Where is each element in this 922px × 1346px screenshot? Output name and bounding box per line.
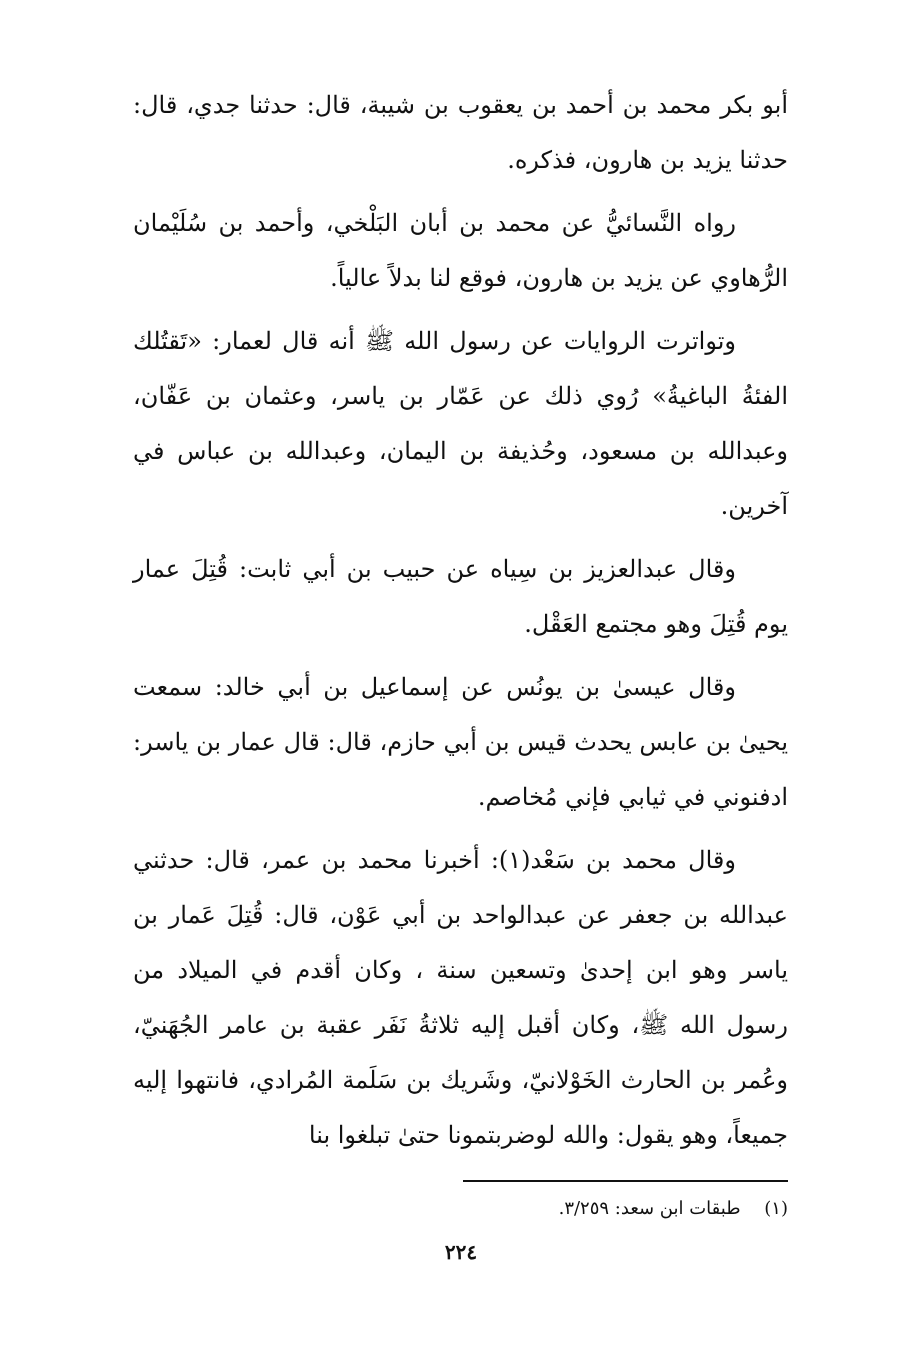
paragraph-6: وقال محمد بن سَعْد(١): أخبرنا محمد بن عمر، قال: حدثني عبدالله بن جعفر عن عبدالواحد بن أبي عَوْن، قال: قُتِلَ عَمار بن ياسر وهو ابن إحدىٰ وتسعين سنة ، وكان أقدم في الميلاد من رسول الله ﷺ، وكان أقبل إليه ثلاثةُ نَفَر عقبة بن عامر الجُهَنيّ، وعُمر بن الحارث الخَوْلانيّ، وشَريك بن سَلَمة المُرادي، فانتهوا إليه جميعاً، وهو يقول: والله لوضربتمونا حتىٰ تبلغوا بنا	[133, 846, 788, 1149]
paragraph-5: وقال عيسىٰ بن يونُس عن إسماعيل بن أبي خالد: سمعت يحيىٰ بن عابس يحدث قيس بن أبي حازم، قال: قال عمار بن ياسر: ادفنوني في ثيابي فإني مُخاصم.	[133, 673, 788, 811]
paragraph-2: رواه النَّسائيُّ عن محمد بن أبان البَلْخي، وأحمد بن سُلَيْمان الرُّهاوي عن يزيد بن هارون، فوقع لنا بدلاً عالياً.	[133, 209, 788, 292]
paragraph-4: وقال عبدالعزيز بن سِياه عن حبيب بن أبي ثابت: قُتِلَ عمار يوم قُتِلَ وهو مجتمع العَقْل.	[133, 555, 788, 638]
paragraph-3: وتواترت الروايات عن رسول الله ﷺ أنه قال لعمار: «تَقتُلك الفئةُ الباغيةُ» رُوي ذلك عن عَمّار بن ياسر، وعثمان بن عَفّان، وعبدالله بن مسعود، وحُذيفة بن اليمان، وعبدالله بن عباس في آخرين.	[133, 327, 788, 520]
footnote-text: طبقات ابن سعد: ٣/٢٥٩.	[558, 1198, 741, 1219]
paragraph-1: أبو بكر محمد بن أحمد بن يعقوب بن شيبة، قال: حدثنا جدي، قال: حدثنا يزيد بن هارون، فذكره.	[133, 91, 788, 174]
footnote-divider	[463, 1180, 788, 1182]
main-text	[133, 78, 788, 1171]
footnote	[133, 1195, 788, 1223]
footnote-number: (١)	[764, 1198, 788, 1219]
page-number: ٢٢٤	[444, 1240, 478, 1264]
